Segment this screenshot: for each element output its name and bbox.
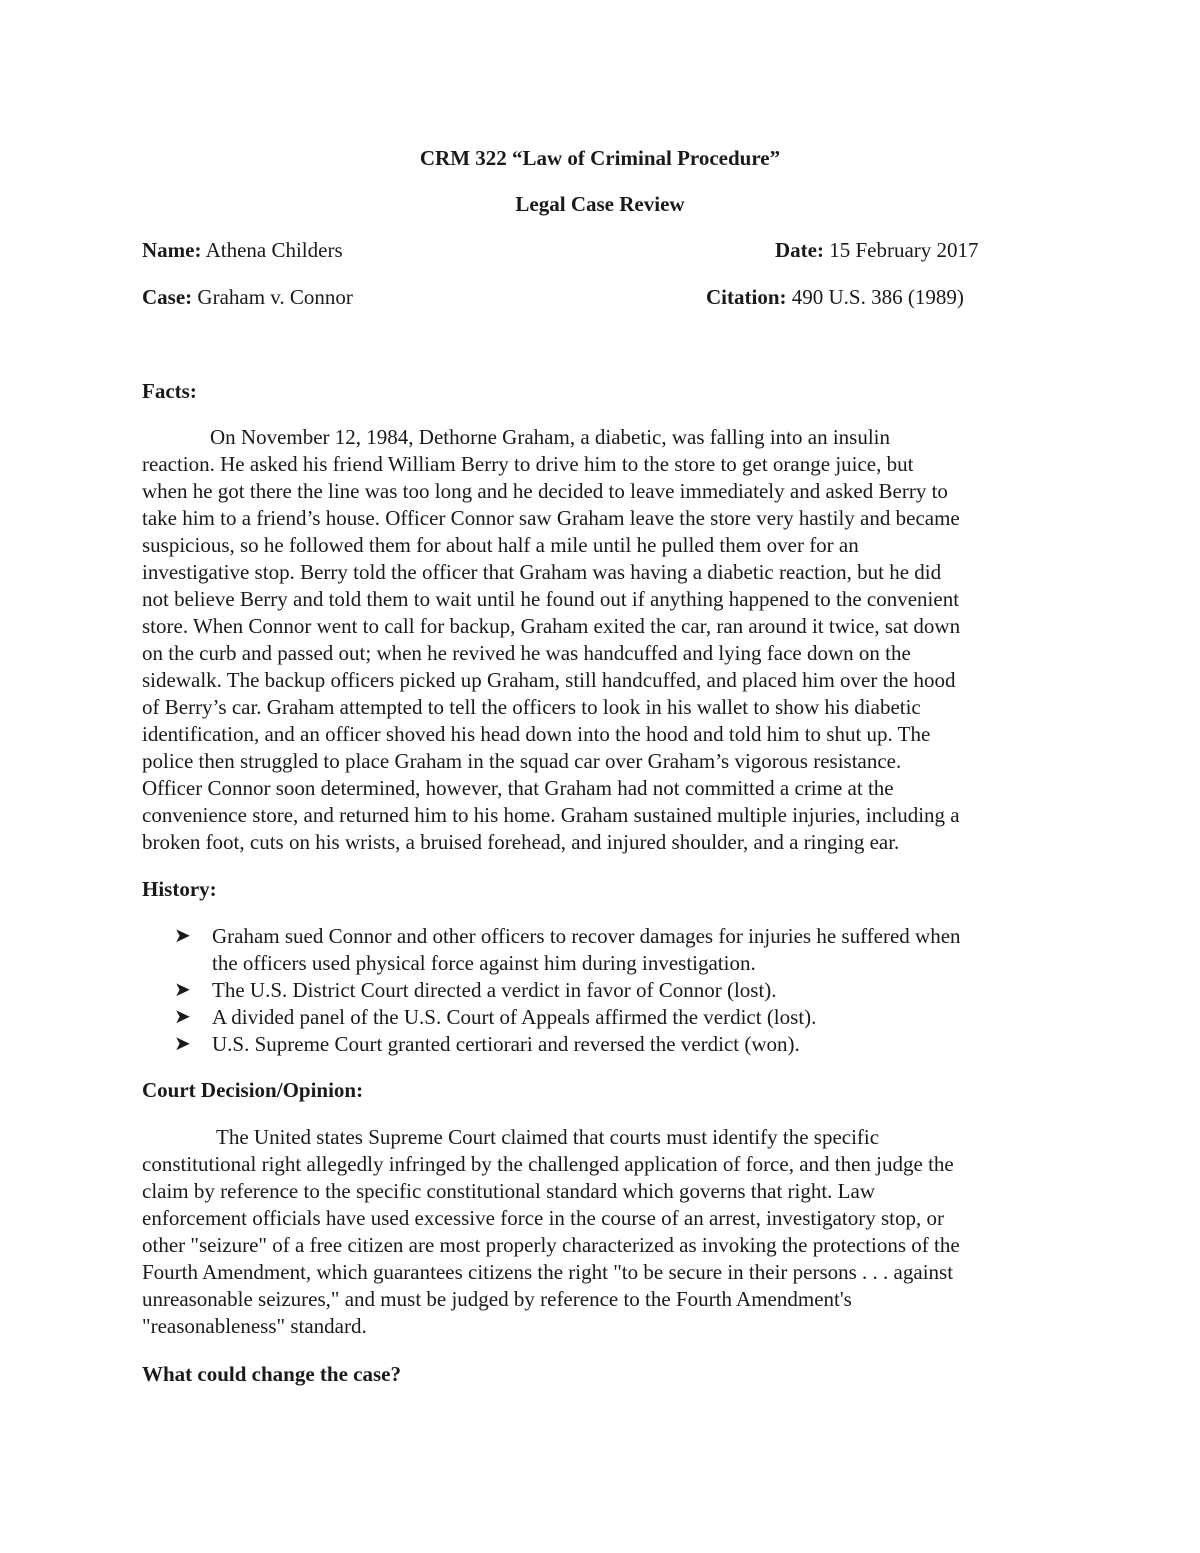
date-field <box>775 237 979 263</box>
history-list <box>142 923 1062 1058</box>
date-value: 15 February 2017 <box>823 238 979 262</box>
decision-line: The United states Supreme Court claimed that courts must identify the specific <box>216 1125 880 1149</box>
facts-line: reaction. He asked his friend William Berry to drive him to the store to get orange juice, but <box>142 452 914 476</box>
facts-line: take him to a friend’s house. Officer Connor saw Graham leave the store very hastily and became <box>142 506 960 530</box>
decision-line: unreasonable seizures," and must be judged by reference to the Fourth Amendment's <box>142 1287 852 1311</box>
decision-line: claim by reference to the specific constitutional standard which governs that right. Law <box>142 1179 876 1203</box>
facts-line: suspicious, so he followed them for about half a mile until he pulled them over for an <box>142 533 859 557</box>
date-label: Date: <box>775 238 824 262</box>
facts-line: Officer Connor soon determined, however, that Graham had not committed a crime at the <box>142 776 894 800</box>
facts-line: investigative stop. Berry told the officer that Graham was having a diabetic reaction, but he did <box>142 560 942 584</box>
facts-line: store. When Connor went to call for backup, Graham exited the car, ran around it twice, sat down <box>142 614 961 638</box>
history-item-text: A divided panel of the U.S. Court of Appeals affirmed the verdict (lost). <box>212 1005 817 1029</box>
decision-line: enforcement officials have used excessive force in the course of an arrest, investigatory stop, or <box>142 1206 944 1230</box>
facts-line: broken foot, cuts on his wrists, a bruised forehead, and injured shoulder, and a ringing ear. <box>142 830 900 854</box>
case-value: Graham v. Connor <box>192 285 353 309</box>
citation-value: 490 U.S. 386 (1989) <box>786 285 964 309</box>
facts-line: sidewalk. The backup officers picked up Graham, still handcuffed, and placed him over the hood <box>142 668 956 692</box>
decision-line: "reasonableness" standard. <box>142 1314 367 1338</box>
list-item <box>142 977 1062 1004</box>
facts-line: On November 12, 1984, Dethorne Graham, a diabetic, was falling into an insulin <box>210 425 890 449</box>
name-value: Athena Childers <box>201 238 343 262</box>
history-item-text: the officers used physical force against him during investigation. <box>212 951 756 975</box>
facts-line: identification, and an officer shoved his head down into the hood and told him to shut up. The <box>142 722 931 746</box>
course-title: CRM 322 “Law of Criminal Procedure” <box>419 146 781 170</box>
facts-line: on the curb and passed out; when he revived he was handcuffed and lying face down on the <box>142 641 911 665</box>
facts-line: convenience store, and returned him to his home. Graham sustained multiple injuries, including a <box>142 803 960 827</box>
list-item <box>142 1004 1062 1031</box>
history-item-text: U.S. Supreme Court granted certiorari and reversed the verdict (won). <box>212 1032 800 1056</box>
facts-line: not believe Berry and told them to wait until he found out if anything happened to the convenient <box>142 587 960 611</box>
arrow-bullet-icon: ➤ <box>174 1006 191 1028</box>
decision-line: other "seizure" of a free citizen are most properly characterized as invoking the protections of the <box>142 1233 960 1257</box>
facts-heading: Facts: <box>142 379 197 403</box>
document-title: Legal Case Review <box>515 192 685 216</box>
history-heading: History: <box>142 877 217 901</box>
decision-line: Fourth Amendment, which guarantees citizens the right "to be secure in their persons . . . against <box>142 1260 954 1284</box>
arrow-bullet-icon: ➤ <box>174 979 191 1001</box>
facts-line: police then struggled to place Graham in the squad car over Graham’s vigorous resistance. <box>142 749 902 773</box>
name-label: Name: <box>142 238 202 262</box>
name-field <box>142 237 343 263</box>
change-heading: What could change the case? <box>142 1362 401 1386</box>
history-item-text: Graham sued Connor and other officers to recover damages for injuries he suffered when <box>212 924 961 948</box>
decision-line: constitutional right allegedly infringed by the challenged application of force, and then judge the <box>142 1152 954 1176</box>
decision-heading: Court Decision/Opinion: <box>142 1078 364 1102</box>
case-field <box>142 284 353 310</box>
citation-label: Citation: <box>706 285 787 309</box>
history-item-text: The U.S. District Court directed a verdict in favor of Connor (lost). <box>212 978 777 1002</box>
list-item <box>142 923 1062 977</box>
citation-field <box>706 284 964 310</box>
case-label: Case: <box>142 285 193 309</box>
arrow-bullet-icon: ➤ <box>174 925 191 947</box>
facts-line: of Berry’s car. Graham attempted to tell the officers to look in his wallet to show his diabetic <box>142 695 921 719</box>
arrow-bullet-icon: ➤ <box>174 1033 191 1055</box>
facts-line: when he got there the line was too long and he decided to leave immediately and asked Berry to <box>142 479 948 503</box>
facts-paragraph <box>142 424 1062 856</box>
list-item <box>142 1031 1062 1058</box>
decision-paragraph <box>142 1124 1062 1340</box>
